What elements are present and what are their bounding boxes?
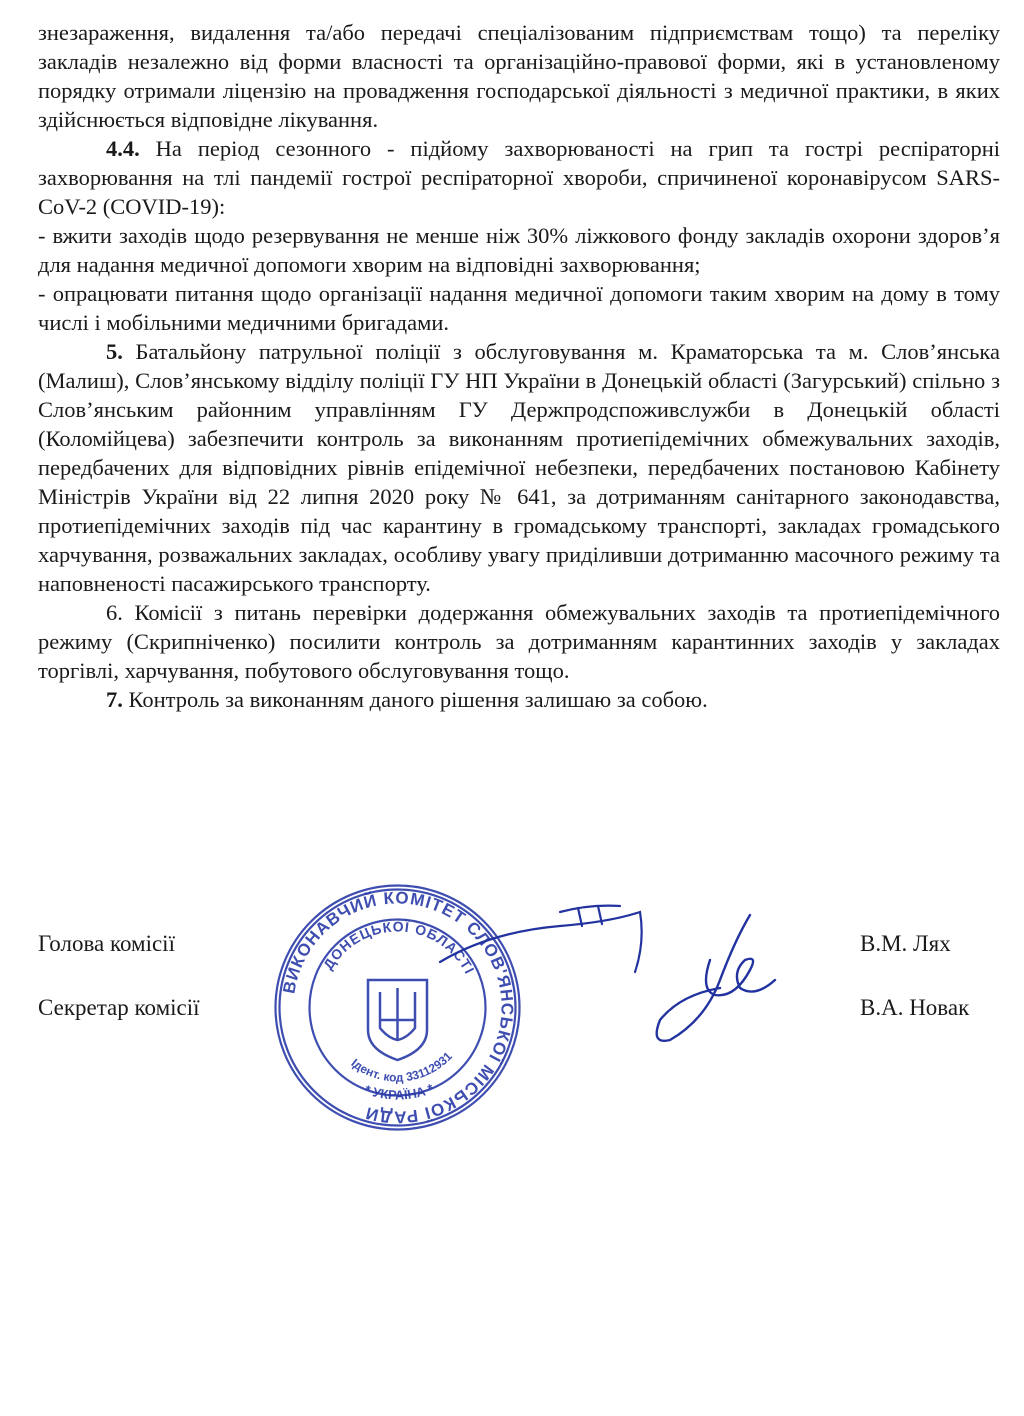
paragraph-7 (38, 685, 1000, 714)
signature-image (640, 900, 780, 1050)
paragraph-text: - вжити заходів щодо резервування не менше ніж 30% ліжкового фонду закладів охорони здоров’я для надання медичної допомоги хворим на відповідні захворювання; (38, 223, 1000, 277)
paragraph-text: знезараження, видалення та/або передачі спеціалізованим підприємствам тощо) та переліку закладів незалежно від форми власності та організаційно-правової форми, які в установленому порядку отримали ліцензію на провадження господарської діяльності з медичної практики, в яких здійснюється відповідне лікування. (38, 20, 1000, 132)
paragraph-number: 7. (106, 687, 123, 712)
chair-name: В.М. Лях (860, 931, 951, 956)
stamp-outer-text: ВИКОНАВЧИЙ КОМІТЕТ СЛОВ'ЯНСЬКОЇ МІСЬКОЇ РАДИ (279, 888, 517, 1127)
paragraph-5 (38, 337, 1000, 598)
paragraph-text: Контроль за виконанням даного рішення залишаю за собою. (122, 687, 708, 712)
document-body (38, 18, 1000, 714)
paragraph-4-4 (38, 134, 1000, 221)
paragraph-text: 6. Комісії з питань перевірки додержання обмежувальних заходів та протиепідемічного режиму (Скрипніченко) посилити контроль за дотриманням карантинних заходів у закладах торгівлі, харчування, побутового обслуговування тощо. (38, 600, 1000, 683)
paragraph-text: На період сезонного - підйому захворюваності на грип та гострі респіраторні захворювання на тлі пандемії гострої респіраторної хвороби, спричиненої коронавірусом SARS-CoV-2 (COVID-19): (38, 136, 1000, 219)
chair-title: Голова комісії (38, 931, 175, 956)
paragraph-bullet-2 (38, 279, 1000, 337)
stamp-inner-text: ДОНЕЦЬКОЇ ОБЛАСТІ (319, 918, 479, 977)
handwritten-mark (420, 882, 660, 992)
secretary-title: Секретар комісії (38, 995, 200, 1020)
secretary-name: В.А. Новак (860, 995, 970, 1020)
paragraph-text: - опрацювати питання щодо організації надання медичної допомоги таким хворим на дому в тому числі і мобільними медичними бригадами. (38, 281, 1000, 335)
paragraph-number: 5. (106, 339, 123, 364)
paragraph-text: Батальйону патрульної поліції з обслуговування м. Краматорська та м. Слов’янська (Малиш), Слов’янському відділу поліції ГУ НП України в Донецькій області (Загурський) спільно з Слов’янським районним управлінням ГУ Держпродспоживслужби в Донецькій області (Коломійцева) забезпечити контроль за виконанням протиепідемічних обмежувальних заходів, передбачених для відповідних рівнів епідемічної небезпеки, передбачених постановою Кабінету Міністрів України від 22 липня 2020 року № 641, за дотриманням санітарного законодавства, протиепідемічних заходів під час карантину в громадському транспорті, закладах громадського харчування, розважальних закладах, особливу увагу приділивши дотриманню масочного режиму та наповненості пасажирського транспорту. (38, 339, 1000, 596)
trident-icon (368, 980, 427, 1060)
stamp-code-text: Ідент. код 33112931 (348, 1049, 455, 1085)
paragraph-bullet-1 (38, 221, 1000, 279)
paragraph-0 (38, 18, 1000, 134)
paragraph-number: 4.4. (106, 136, 140, 161)
paragraph-6 (38, 598, 1000, 685)
stamp-country-text: * УКРАЇНА * (362, 1080, 436, 1103)
